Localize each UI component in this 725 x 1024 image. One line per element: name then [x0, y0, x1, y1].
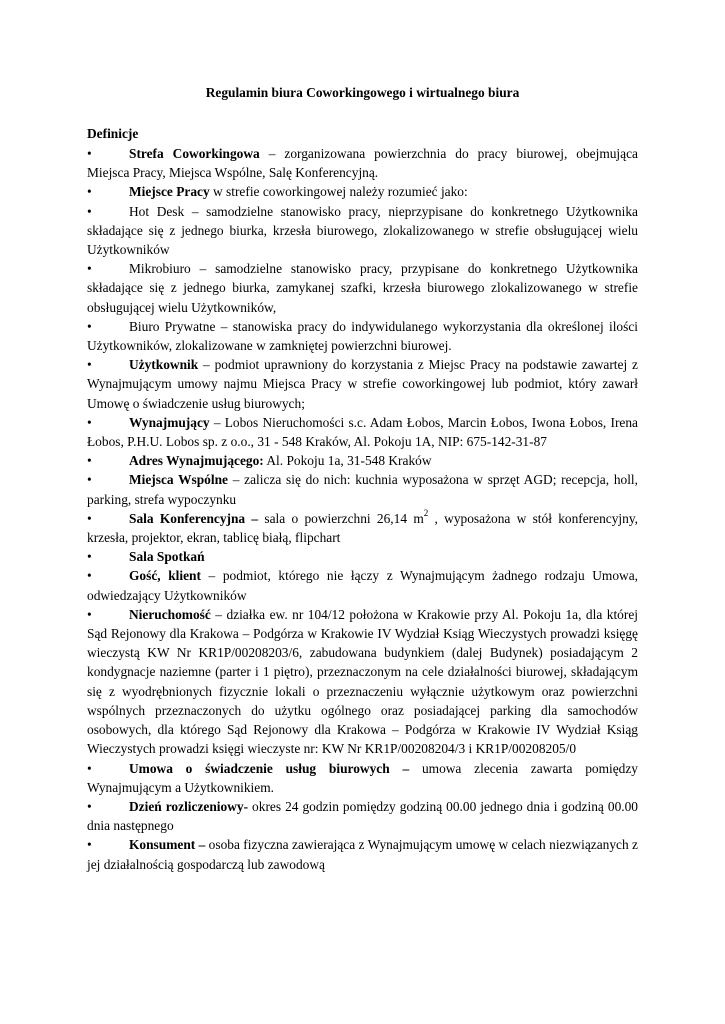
- definition-term: Sala Konferencyjna –: [129, 510, 259, 526]
- list-item: [87, 202, 638, 260]
- bullet-icon: •: [87, 510, 92, 526]
- definition-text: okres 24 godzin pomiędzy godziną 00.00 jednego dnia i godziną 00.00 dnia następnego: [87, 798, 639, 834]
- bullet-icon: •: [87, 606, 92, 622]
- bullet-icon: •: [87, 549, 92, 565]
- bullet-icon: •: [87, 184, 92, 200]
- definition-text: w strefie coworkingowej należy rozumieć jako:: [209, 184, 468, 200]
- bullet-icon: •: [87, 318, 92, 334]
- list-item: [87, 182, 638, 201]
- bullet-icon: •: [87, 568, 92, 584]
- definition-text: Hot Desk – samodzielne stanowisko pracy, nieprzypisane do konkretnego Użytkownika składające się z jednego biurka, krzesła biurowego, zlokalizowanego w strefie obsługującej wielu Użytkowników: [87, 203, 638, 258]
- definition-term: Miejsca Wspólne: [129, 472, 228, 488]
- bullet-icon: •: [87, 472, 92, 488]
- definition-text: osoba fizyczna zawierająca z Wynajmującym umowę w celach niezwiązanych z jej działalnością gospodarczą lub zawodową: [87, 837, 638, 872]
- definition-term: Strefa Coworkingowa: [129, 146, 260, 161]
- list-item: [87, 355, 638, 413]
- superscript: 2: [423, 508, 429, 519]
- definition-text: Biuro Prywatne – stanowiska pracy do indywidulanego wykorzystania dla określonej ilości Użytkowników, zlokalizowane w zamkniętej powierzchni biurowej.: [87, 318, 638, 354]
- definition-term: Umowa o świadczenie usług biurowych –: [129, 760, 410, 776]
- definition-term: Sala Spotkań: [129, 549, 205, 565]
- bullet-icon: •: [87, 203, 92, 219]
- definition-term: Dzień rozliczeniowy-: [129, 798, 249, 814]
- definition-term: Gość, klient: [129, 568, 201, 584]
- definition-text: – podmiot, którego nie łączy z Wynajmującym żadnego rodzaju Umowa, odwiedzający Użytkowników: [87, 568, 639, 603]
- bullet-icon: •: [87, 760, 92, 776]
- list-item: [87, 797, 638, 835]
- definition-term: Nieruchomość: [129, 606, 211, 622]
- list-item: [87, 547, 638, 566]
- bullet-icon: •: [87, 261, 92, 277]
- definition-text: – Lobos Nieruchomości s.c. Adam Łobos, Marcin Łobos, Iwona Łobos, Irena Łobos, P.H.U. Lobos sp. z o.o., 31 - 548 Kraków, Al. Pokoju 1A, NIP: 675-142-31-87: [87, 414, 638, 450]
- list-item: [87, 451, 638, 470]
- definition-term: Konsument –: [129, 837, 206, 853]
- bullet-icon: •: [87, 146, 92, 161]
- definition-text: sala o powierzchni 26,14 m: [258, 510, 424, 526]
- definition-text: umowa zlecenia zawarta pomiędzy Wynajmującym a Użytkownikiem.: [87, 760, 638, 795]
- definition-text-after: , wyposażona w stół konferencyjny, krzesła, projektor, ekran, tablicę białą, flipchart: [87, 510, 639, 546]
- definition-term: Użytkownik: [129, 357, 199, 373]
- list-item: [87, 605, 638, 759]
- list-item: [87, 470, 638, 508]
- definition-term: Adres Wynajmującego:: [129, 453, 264, 469]
- bullet-icon: •: [87, 453, 92, 469]
- definition-text: – zorganizowana powierzchnia do pracy biurowej, obejmująca Miejsca Pracy, Miejsca Wspólne, Salę Konferencyjną.: [87, 146, 638, 181]
- bullet-icon: •: [87, 414, 92, 430]
- definitions-list: [87, 144, 638, 874]
- list-item: [87, 259, 638, 317]
- list-item: [87, 566, 638, 604]
- bullet-icon: •: [87, 798, 92, 814]
- list-item: [87, 509, 638, 547]
- definition-text: – podmiot uprawniony do korzystania z Miejsc Pracy na podstawie zawartej z Wynajmującym umowy najmu Miejsca Pracy w strefie coworkingowej lub podmiot, który zawarł Umowę o świadczenie usług biurowych;: [87, 357, 638, 411]
- section-heading: Definicje: [87, 126, 139, 141]
- list-item: [87, 144, 638, 182]
- list-item: [87, 759, 638, 797]
- definition-term: Miejsce Pracy: [129, 184, 210, 200]
- definition-term: Wynajmujący: [129, 414, 210, 430]
- definition-text: – działka ew. nr 104/12 położona w Krakowie przy Al. Pokoju 1a, dla której Sąd Rejonowy dla Krakowa – Podgórza w Krakowie IV Wydział Ksiąg Wieczystych prowadzi księgę wieczystą KW Nr KR1P/00208203/6, zabudowana budynkiem (dalej Budynek) posiadającym 2 kondygnacje naziemne (parter i 1 piętro), przeznaczonym na cele działalności biurowej, składającym się z wyodrębnionych fizycznie lokali o przeznaczeniu wyłącznie użytkowym oraz powierzchni wspólnych przeznaczonych do użytku ogólnego oraz posiadającej parking dla samochodów osobowych, dla którego Sąd Rejonowy dla Krakowa – Podgórza w Krakowie IV Wydział Ksiąg Wieczystych prowadzi księgi wieczyste nr: KW Nr KR1P/00208204/3 i KR1P/00208205/0: [87, 606, 638, 757]
- list-item: [87, 413, 638, 451]
- definition-text: Al. Pokoju 1a, 31-548 Kraków: [263, 453, 432, 469]
- definition-text: Mikrobiuro – samodzielne stanowisko pracy, przypisane do konkretnego Użytkownika składające się z jednego biurka, zamykanej szafki, krzesła biurowego zlokalizowanego w strefie obsługującej wielu Użytkowników,: [87, 261, 638, 315]
- definition-text: – zalicza się do nich: kuchnia wyposażona w sprzęt AGD; recepcja, holl, parking, strefa wypoczynku: [87, 472, 638, 507]
- bullet-icon: •: [87, 837, 92, 853]
- bullet-icon: •: [87, 357, 92, 373]
- document-title: Regulamin biura Coworkingowego i wirtualnego biura: [205, 85, 520, 100]
- list-item: [87, 317, 638, 355]
- list-item: [87, 835, 638, 873]
